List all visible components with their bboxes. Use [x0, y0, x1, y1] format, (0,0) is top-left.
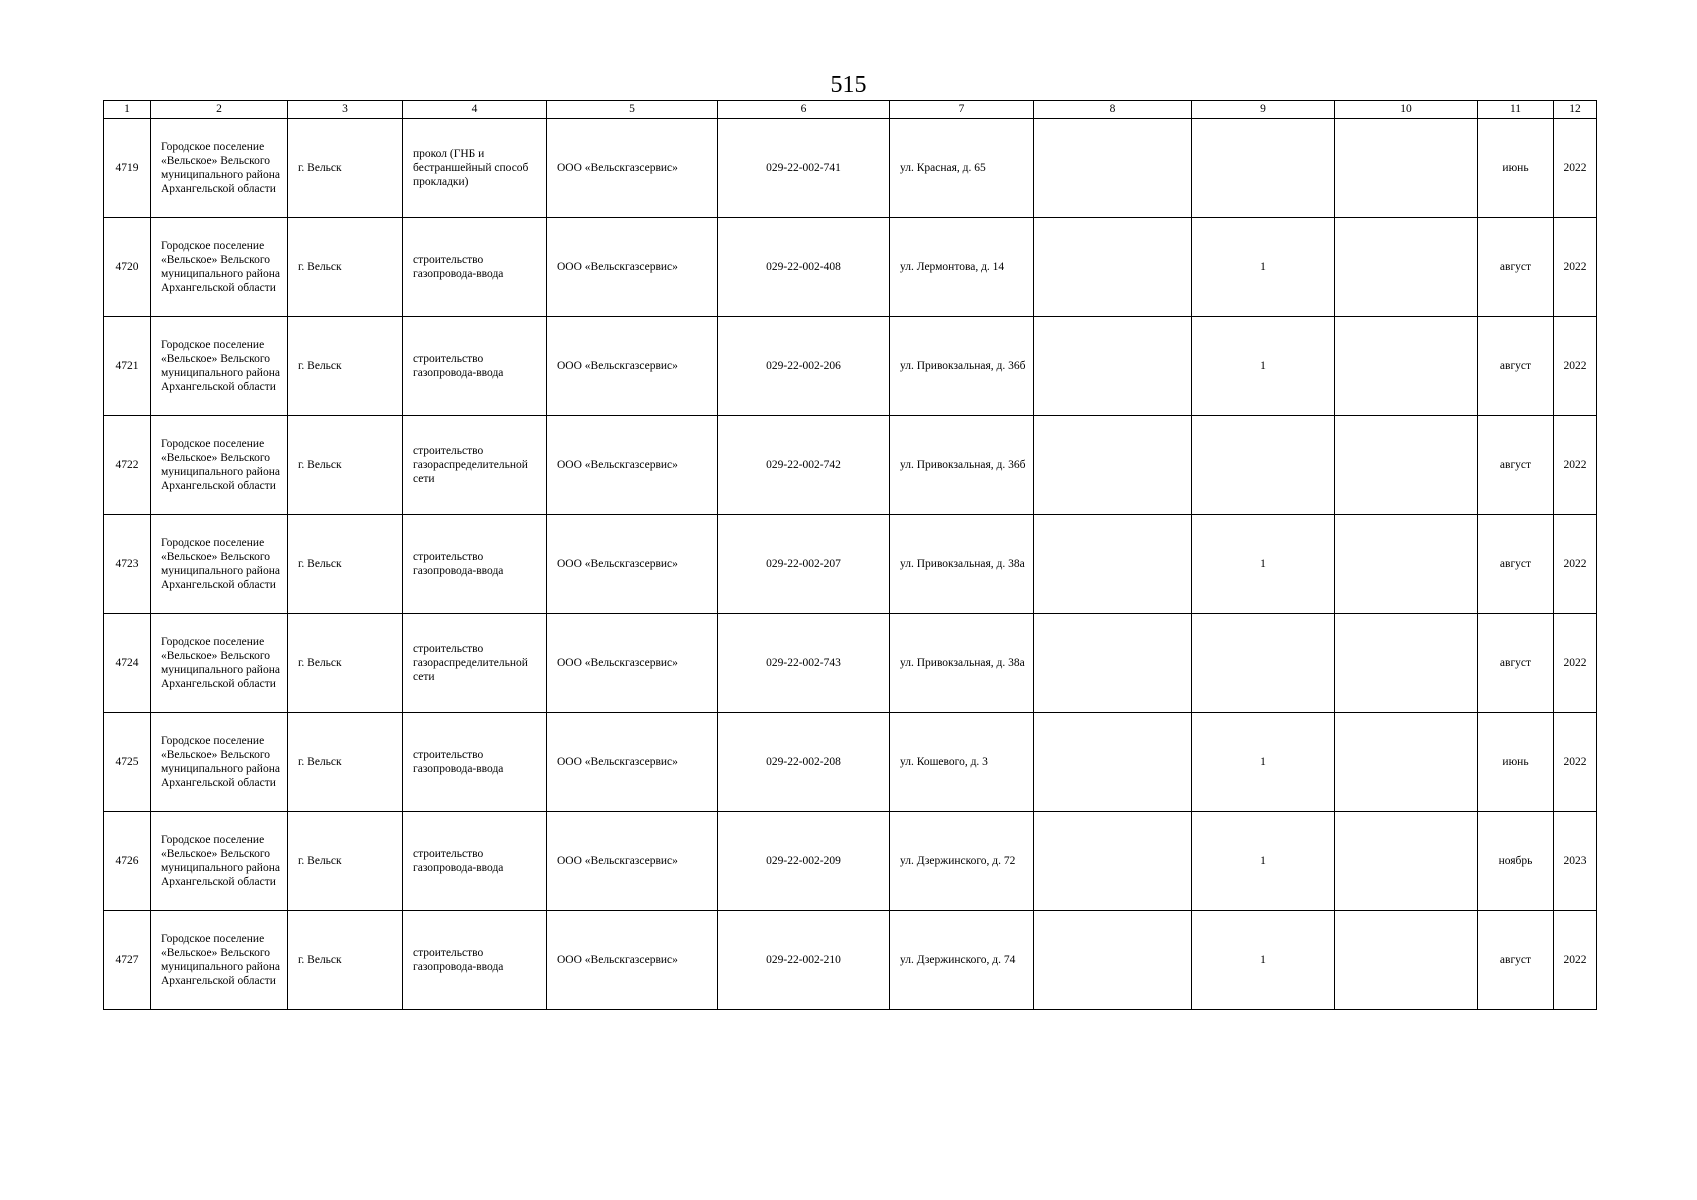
cell-address: ул. Красная, д. 65	[890, 119, 1034, 218]
cell-settlement: Городское поселение «Вельское» Вельского муниципального района Архангельской области	[151, 416, 288, 515]
cell-settlement: Городское поселение «Вельское» Вельского муниципального района Архангельской области	[151, 713, 288, 812]
cell-number: 4719	[104, 119, 151, 218]
cell-settlement: Городское поселение «Вельское» Вельского муниципального района Архангельской области	[151, 119, 288, 218]
column-header: 4	[403, 101, 547, 119]
cell-settlement: Городское поселение «Вельское» Вельского муниципального района Архангельской области	[151, 614, 288, 713]
cell-col8	[1034, 119, 1192, 218]
cell-code: 029-22-002-206	[718, 317, 890, 416]
cell-work-type: строительство газопровода-ввода	[403, 218, 547, 317]
cell-col10	[1335, 515, 1478, 614]
cell-work-type: строительство газораспределительной сети	[403, 416, 547, 515]
cell-organization: ООО «Вельскгазсервис»	[547, 713, 718, 812]
cell-col10	[1335, 416, 1478, 515]
cell-number: 4723	[104, 515, 151, 614]
cell-address: ул. Привокзальная, д. 38а	[890, 515, 1034, 614]
table-row	[104, 911, 1597, 1010]
cell-col10	[1335, 713, 1478, 812]
table-body	[104, 119, 1597, 1010]
cell-organization: ООО «Вельскгазсервис»	[547, 317, 718, 416]
page-number: 515	[830, 72, 867, 98]
cell-col10	[1335, 812, 1478, 911]
table-row	[104, 119, 1597, 218]
table-row	[104, 713, 1597, 812]
cell-address: ул. Лермонтова, д. 14	[890, 218, 1034, 317]
cell-organization: ООО «Вельскгазсервис»	[547, 812, 718, 911]
column-header: 11	[1478, 101, 1554, 119]
cell-col10	[1335, 119, 1478, 218]
table-row	[104, 317, 1597, 416]
cell-organization: ООО «Вельскгазсервис»	[547, 218, 718, 317]
cell-col8	[1034, 713, 1192, 812]
cell-number: 4724	[104, 614, 151, 713]
cell-settlement: Городское поселение «Вельское» Вельского муниципального района Архангельской области	[151, 812, 288, 911]
cell-city: г. Вельск	[288, 119, 403, 218]
column-header: 9	[1192, 101, 1335, 119]
cell-number: 4720	[104, 218, 151, 317]
cell-city: г. Вельск	[288, 317, 403, 416]
cell-year: 2022	[1554, 515, 1597, 614]
cell-col9: 1	[1192, 812, 1335, 911]
cell-address: ул. Дзержинского, д. 72	[890, 812, 1034, 911]
column-header: 5	[547, 101, 718, 119]
cell-year: 2023	[1554, 812, 1597, 911]
column-header: 8	[1034, 101, 1192, 119]
cell-work-type: прокол (ГНБ и бестраншейный способ прокладки)	[403, 119, 547, 218]
gasification-table	[103, 100, 1597, 1010]
cell-code: 029-22-002-210	[718, 911, 890, 1010]
cell-settlement: Городское поселение «Вельское» Вельского муниципального района Архангельской области	[151, 515, 288, 614]
table-row	[104, 515, 1597, 614]
cell-year: 2022	[1554, 317, 1597, 416]
cell-code: 029-22-002-743	[718, 614, 890, 713]
cell-settlement: Городское поселение «Вельское» Вельского муниципального района Архангельской области	[151, 317, 288, 416]
table-row	[104, 218, 1597, 317]
cell-code: 029-22-002-208	[718, 713, 890, 812]
cell-number: 4725	[104, 713, 151, 812]
cell-code: 029-22-002-741	[718, 119, 890, 218]
cell-col10	[1335, 317, 1478, 416]
cell-city: г. Вельск	[288, 515, 403, 614]
cell-month: август	[1478, 317, 1554, 416]
cell-year: 2022	[1554, 911, 1597, 1010]
cell-col8	[1034, 416, 1192, 515]
column-header: 1	[104, 101, 151, 119]
cell-col9	[1192, 614, 1335, 713]
cell-code: 029-22-002-209	[718, 812, 890, 911]
cell-city: г. Вельск	[288, 614, 403, 713]
cell-col8	[1034, 911, 1192, 1010]
cell-col9: 1	[1192, 713, 1335, 812]
cell-code: 029-22-002-207	[718, 515, 890, 614]
cell-code: 029-22-002-408	[718, 218, 890, 317]
cell-settlement: Городское поселение «Вельское» Вельского муниципального района Архангельской области	[151, 911, 288, 1010]
cell-month: август	[1478, 416, 1554, 515]
table-row	[104, 812, 1597, 911]
cell-number: 4726	[104, 812, 151, 911]
cell-organization: ООО «Вельскгазсервис»	[547, 515, 718, 614]
cell-col8	[1034, 317, 1192, 416]
cell-col9: 1	[1192, 317, 1335, 416]
cell-month: июнь	[1478, 119, 1554, 218]
cell-work-type: строительство газопровода-ввода	[403, 317, 547, 416]
table-row	[104, 614, 1597, 713]
cell-number: 4722	[104, 416, 151, 515]
cell-city: г. Вельск	[288, 812, 403, 911]
cell-year: 2022	[1554, 218, 1597, 317]
cell-month: ноябрь	[1478, 812, 1554, 911]
cell-year: 2022	[1554, 713, 1597, 812]
cell-address: ул. Кошевого, д. 3	[890, 713, 1034, 812]
cell-col9	[1192, 119, 1335, 218]
cell-col8	[1034, 812, 1192, 911]
cell-month: август	[1478, 515, 1554, 614]
cell-col10	[1335, 614, 1478, 713]
cell-city: г. Вельск	[288, 911, 403, 1010]
cell-year: 2022	[1554, 614, 1597, 713]
cell-col8	[1034, 218, 1192, 317]
column-header: 6	[718, 101, 890, 119]
cell-address: ул. Привокзальная, д. 36б	[890, 317, 1034, 416]
column-header: 12	[1554, 101, 1597, 119]
column-header: 10	[1335, 101, 1478, 119]
cell-number: 4727	[104, 911, 151, 1010]
cell-col8	[1034, 515, 1192, 614]
cell-code: 029-22-002-742	[718, 416, 890, 515]
cell-year: 2022	[1554, 416, 1597, 515]
cell-month: август	[1478, 911, 1554, 1010]
cell-work-type: строительство газопровода-ввода	[403, 911, 547, 1010]
cell-month: июнь	[1478, 713, 1554, 812]
cell-number: 4721	[104, 317, 151, 416]
column-header: 7	[890, 101, 1034, 119]
cell-work-type: строительство газораспределительной сети	[403, 614, 547, 713]
cell-address: ул. Дзержинского, д. 74	[890, 911, 1034, 1010]
column-header: 3	[288, 101, 403, 119]
cell-city: г. Вельск	[288, 218, 403, 317]
cell-col9	[1192, 416, 1335, 515]
cell-city: г. Вельск	[288, 713, 403, 812]
cell-month: август	[1478, 614, 1554, 713]
header-row	[104, 101, 1597, 119]
cell-col10	[1335, 218, 1478, 317]
cell-month: август	[1478, 218, 1554, 317]
cell-address: ул. Привокзальная, д. 38а	[890, 614, 1034, 713]
cell-col9: 1	[1192, 515, 1335, 614]
cell-col10	[1335, 911, 1478, 1010]
cell-col9: 1	[1192, 218, 1335, 317]
table-row	[104, 416, 1597, 515]
cell-work-type: строительство газопровода-ввода	[403, 713, 547, 812]
cell-organization: ООО «Вельскгазсервис»	[547, 614, 718, 713]
cell-work-type: строительство газопровода-ввода	[403, 812, 547, 911]
cell-col8	[1034, 614, 1192, 713]
cell-year: 2022	[1554, 119, 1597, 218]
cell-settlement: Городское поселение «Вельское» Вельского муниципального района Архангельской области	[151, 218, 288, 317]
cell-col9: 1	[1192, 911, 1335, 1010]
cell-organization: ООО «Вельскгазсервис»	[547, 911, 718, 1010]
cell-city: г. Вельск	[288, 416, 403, 515]
column-header: 2	[151, 101, 288, 119]
cell-address: ул. Привокзальная, д. 36б	[890, 416, 1034, 515]
cell-organization: ООО «Вельскгазсервис»	[547, 416, 718, 515]
cell-organization: ООО «Вельскгазсервис»	[547, 119, 718, 218]
cell-work-type: строительство газопровода-ввода	[403, 515, 547, 614]
